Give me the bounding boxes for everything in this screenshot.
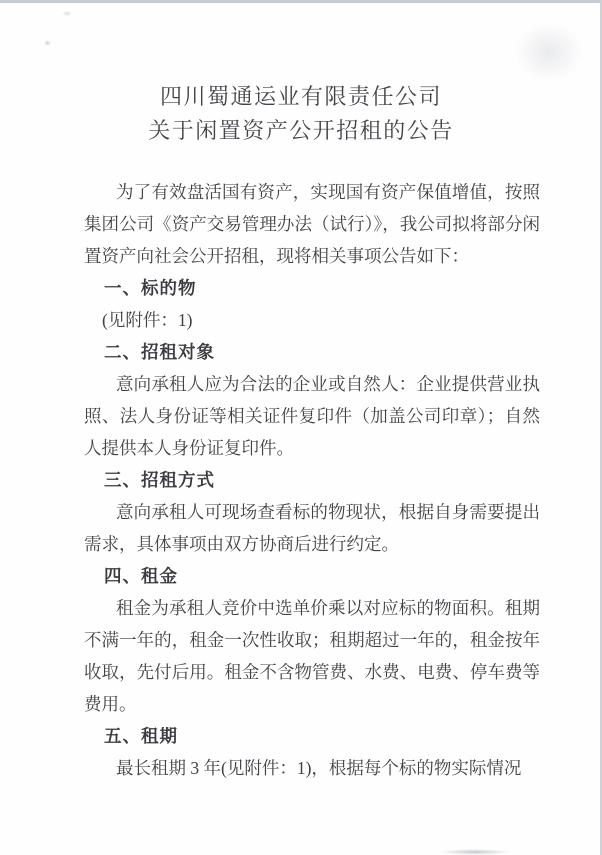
scan-speck <box>44 40 51 46</box>
section-body-1: (见附件：1) <box>102 310 193 330</box>
section-body-3: 意向承租人可现场查看标的物现状，根据自身需要提出需求，具体事项由双方协商后进行约定。 <box>84 502 540 554</box>
title-line-subject: 关于闲置资产公开招租的公告 <box>148 118 454 143</box>
scan-speck <box>62 11 72 16</box>
scan-smudge <box>440 849 510 855</box>
title-line-company: 四川蜀通运业有限责任公司 <box>159 84 442 109</box>
document-title <box>0 80 602 148</box>
intro-paragraph: 为了有效盘活国有资产，实现国有资产保值增值，按照集团公司《资产交易管理办法（试行）》，我公司拟将部分闲置资产向社会公开招租，现将相关事项公告如下： <box>84 182 540 266</box>
document-body <box>84 176 540 784</box>
section-body-2: 意向承租人应为合法的企业或自然人：企业提供营业执照、法人身份证等相关证件复印件（加盖公司印章）；自然人提供本人身份证复印件。 <box>84 374 540 458</box>
section-heading-4: 四、租金 <box>104 566 178 586</box>
section-body-4: 租金为承租人竞价中选单价乘以对应标的物面积。租期不满一年的，租金一次性收取；租期超过一年的，租金按年收取，先付后用。租金不含物管费、水费、电费、停车费等费用。 <box>84 598 540 714</box>
section-heading-2: 二、招租对象 <box>104 342 215 362</box>
section-heading-5: 五、租期 <box>104 726 178 746</box>
section-heading-3: 三、招租方式 <box>104 470 215 490</box>
scan-edge-top <box>0 0 602 3</box>
section-heading-1: 一、标的物 <box>104 278 197 298</box>
scan-shadow <box>514 22 584 82</box>
section-body-5: 最长租期 3 年(见附件：1)，根据每个标的物实际情况 <box>116 758 522 778</box>
